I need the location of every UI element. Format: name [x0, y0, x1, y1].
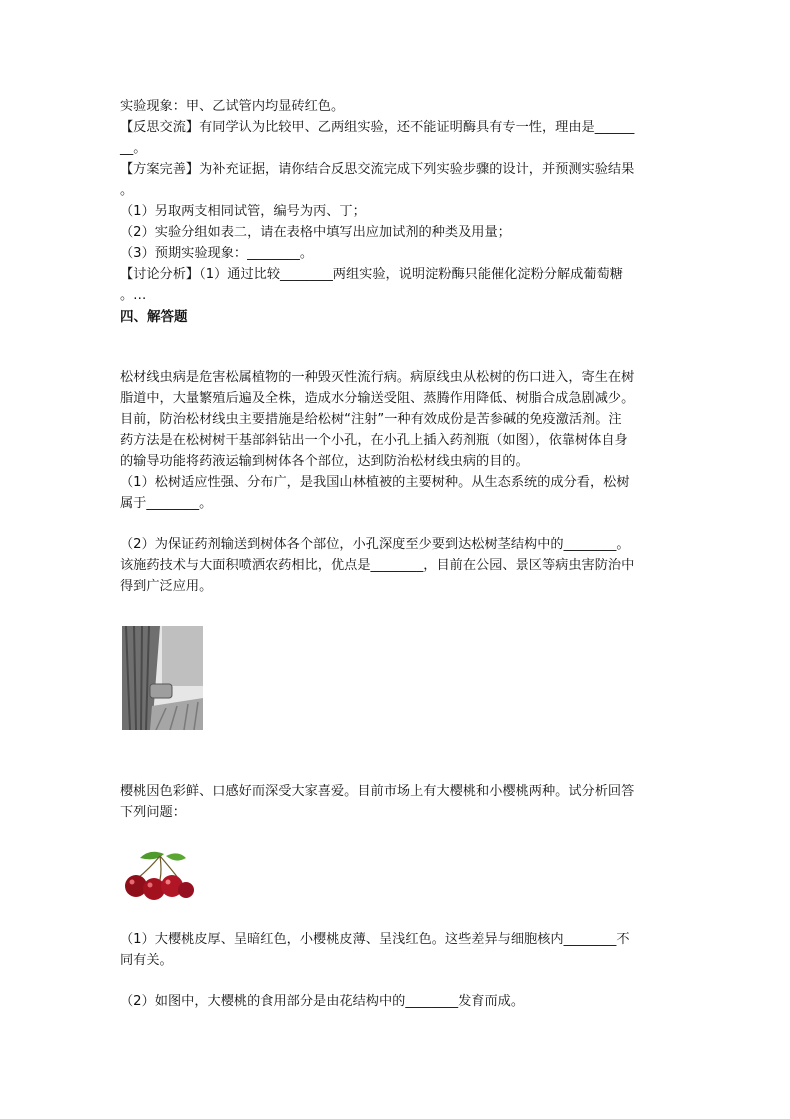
- text-line: （2）实验分组如表二，请在表格中填写出应加试剂的种类及用量；: [120, 225, 511, 240]
- text-line: 脂道中，大量繁殖后遍及全株，造成水分输送受阻、蒸腾作用降低、树脂合成急剧减少。: [120, 391, 635, 406]
- text-line: （3）预期实验现象：________。: [120, 246, 314, 261]
- text-line: （1）大樱桃皮厚、呈暗红色，小樱桃皮薄、呈浅红色。这些差异与细胞核内________不: [120, 932, 630, 947]
- text-line: 目前，防治松材线虫主要措施是给松树“注射”一种有效成份是苦参碱的免疫激活剂。注: [120, 412, 622, 427]
- text-line: 。: [120, 183, 134, 198]
- text-line: （2）如图中，大樱桃的食用部分是由花结构中的________发育而成。: [120, 994, 525, 1009]
- cherry-photo: [120, 848, 196, 904]
- text-line: （1）另取两支相同试管，编号为丙、丁；: [120, 204, 366, 219]
- tree-injection-photo: [122, 626, 203, 730]
- text-line: 属于________。: [120, 496, 213, 511]
- text-line: 【讨论分析】（1）通过比较________两组实验，说明淀粉酶只能催化淀粉分解成葡萄糖: [120, 267, 623, 282]
- text-line: 【反思交流】有同学认为比较甲、乙两组实验，还不能证明酶具有专一性，理由是______: [120, 120, 635, 135]
- text-line: 下列问题：: [120, 805, 186, 820]
- text-line: 樱桃因色彩鲜、口感好而深受大家喜爱。目前市场上有大樱桃和小樱桃两种。试分析回答: [120, 784, 635, 799]
- text-line: 的输导功能将药液运输到树体各个部位，达到防治松材线虫病的目的。: [120, 454, 529, 469]
- text-line: 。…: [120, 288, 147, 303]
- text-line: __。: [120, 141, 147, 156]
- text-line: （1）松树适应性强、分布广，是我国山林植被的主要树种。从生态系统的成分看，松树: [120, 475, 630, 490]
- text-line: 该施药技术与大面积喷洒农药相比，优点是________，目前在公园、景区等病虫害防治中: [120, 558, 635, 573]
- text-line: 药方法是在松树树干基部斜钻出一个小孔，在小孔上插入药剂瓶（如图），依靠树体自身: [120, 433, 628, 448]
- text-line: 【方案完善】为补充证据，请你结合反思交流完成下列实验步骤的设计，并预测实验结果: [120, 162, 635, 177]
- section-title: 四、解答题: [120, 309, 188, 325]
- text-line: 得到广泛应用。: [120, 579, 213, 594]
- text-line: 同有关。: [120, 953, 173, 968]
- text-line: 实验现象：甲、乙试管内均显砖红色。: [120, 99, 345, 114]
- text-line: 松材线虫病是危害松属植物的一种毁灭性流行病。病原线虫从松树的伤口进入，寄生在树: [120, 370, 635, 385]
- text-line: （2）为保证药剂输送到树体各个部位，小孔深度至少要到达松树茎结构中的________。: [120, 537, 630, 552]
